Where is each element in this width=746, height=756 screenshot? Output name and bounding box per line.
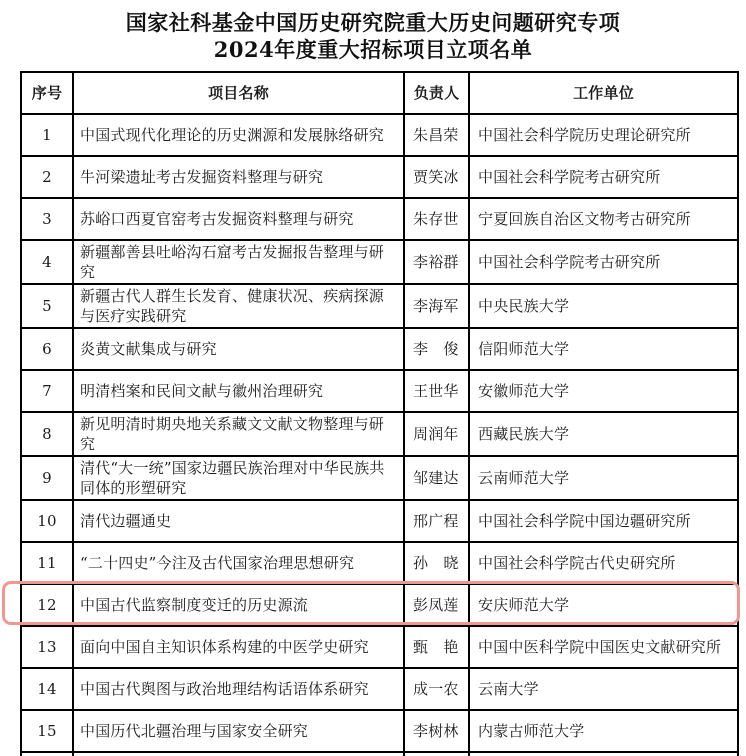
row-project: 新疆鄯善县吐峪沟石窟考古发掘报告整理与研究 <box>73 240 404 284</box>
row-leader: 邹建达 <box>404 456 469 500</box>
document-title <box>0 0 746 63</box>
row-org: 中央民族大学 <box>469 284 738 328</box>
table-row <box>21 542 738 584</box>
row-org: 西藏民族大学 <box>469 412 738 456</box>
row-no: 10 <box>21 500 73 542</box>
title-line-1: 国家社科基金中国历史研究院重大历史问题研究专项 <box>125 10 621 35</box>
row-no: 12 <box>21 584 73 626</box>
row-project: 牛河梁遗址考古发掘资料整理与研究 <box>73 156 404 198</box>
row-project: 新见明清时期央地关系藏文文献文物整理与研究 <box>73 412 404 456</box>
table-row <box>21 412 738 456</box>
row-org: 中国社会科学院历史理论研究所 <box>469 114 738 156</box>
row-leader: 成一农 <box>404 668 469 710</box>
table-row <box>21 500 738 542</box>
header-no: 序号 <box>21 72 73 114</box>
table-row <box>21 710 738 752</box>
row-leader: 李裕群 <box>404 240 469 284</box>
table-row <box>21 328 738 370</box>
row-leader: 朱昌荣 <box>404 114 469 156</box>
row-no: 1 <box>21 114 73 156</box>
row-leader: 彭凤莲 <box>404 584 469 626</box>
table-row <box>21 198 738 240</box>
table-row <box>21 668 738 710</box>
table-row <box>21 240 738 284</box>
table-row-cutoff <box>21 752 738 756</box>
table-row <box>21 156 738 198</box>
row-no: 14 <box>21 668 73 710</box>
row-org: 中国社会科学院考古研究所 <box>469 240 738 284</box>
row-org: 安庆师范大学 <box>469 584 738 626</box>
row-no: 9 <box>21 456 73 500</box>
row-no: 11 <box>21 542 73 584</box>
row-no: 4 <box>21 240 73 284</box>
header-org: 工作单位 <box>469 72 738 114</box>
row-org: 中国中医科学院中国医史文献研究所 <box>469 626 738 668</box>
row-project: 中国历代北疆治理与国家安全研究 <box>73 710 404 752</box>
row-org: 安徽师范大学 <box>469 370 738 412</box>
row-org: 中国社会科学院考古研究所 <box>469 156 738 198</box>
header-project: 项目名称 <box>73 72 404 114</box>
row-project: 苏峪口西夏官窑考古发掘资料整理与研究 <box>73 198 404 240</box>
row-org: 云南师范大学 <box>469 456 738 500</box>
row-leader: 甄 艳 <box>404 626 469 668</box>
row-project: 明清档案和民间文献与徽州治理研究 <box>73 370 404 412</box>
row-no: 15 <box>21 710 73 752</box>
projects-table <box>20 71 739 756</box>
row-project: 炎黄文献集成与研究 <box>73 328 404 370</box>
row-project: “二十四史”今注及古代国家治理思想研究 <box>73 542 404 584</box>
row-project: 中国式现代化理论的历史渊源和发展脉络研究 <box>73 114 404 156</box>
row-project: 中国古代舆图与政治地理结构话语体系研究 <box>73 668 404 710</box>
row-leader: 李海军 <box>404 284 469 328</box>
row-org: 云南大学 <box>469 668 738 710</box>
table-row <box>21 626 738 668</box>
row-project: 中国古代监察制度变迁的历史源流 <box>73 584 404 626</box>
row-leader: 王世华 <box>404 370 469 412</box>
row-project: 清代“大一统”国家边疆民族治理对中华民族共同体的形塑研究 <box>73 456 404 500</box>
row-no: 7 <box>21 370 73 412</box>
table-row <box>21 284 738 328</box>
row-leader: 周润年 <box>404 412 469 456</box>
table-row <box>21 370 738 412</box>
row-org: 中国社会科学院中国边疆研究所 <box>469 500 738 542</box>
row-no: 8 <box>21 412 73 456</box>
row-project: 面向中国自主知识体系构建的中医学史研究 <box>73 626 404 668</box>
row-leader: 孙 晓 <box>404 542 469 584</box>
row-no: 6 <box>21 328 73 370</box>
header-leader: 负责人 <box>404 72 469 114</box>
row-org: 宁夏回族自治区文物考古研究所 <box>469 198 738 240</box>
row-project: 清代边疆通史 <box>73 500 404 542</box>
row-no: 13 <box>21 626 73 668</box>
row-leader: 朱存世 <box>404 198 469 240</box>
row-leader: 李 俊 <box>404 328 469 370</box>
row-leader: 李树林 <box>404 710 469 752</box>
row-org: 内蒙古师范大学 <box>469 710 738 752</box>
table-row-highlighted <box>21 584 738 626</box>
row-leader: 贾笑冰 <box>404 156 469 198</box>
row-project: 新疆古代人群生长发育、健康状况、疾病探源与医疗实践研究 <box>73 284 404 328</box>
row-no: 5 <box>21 284 73 328</box>
row-no: 3 <box>21 198 73 240</box>
table-row <box>21 456 738 500</box>
row-leader: 邢广程 <box>404 500 469 542</box>
row-no: 2 <box>21 156 73 198</box>
table-header-row <box>21 72 738 114</box>
table-row <box>21 114 738 156</box>
row-org: 中国社会科学院古代史研究所 <box>469 542 738 584</box>
row-org: 信阳师范大学 <box>469 328 738 370</box>
title-line-2: 2024年度重大招标项目立项名单 <box>213 37 533 62</box>
